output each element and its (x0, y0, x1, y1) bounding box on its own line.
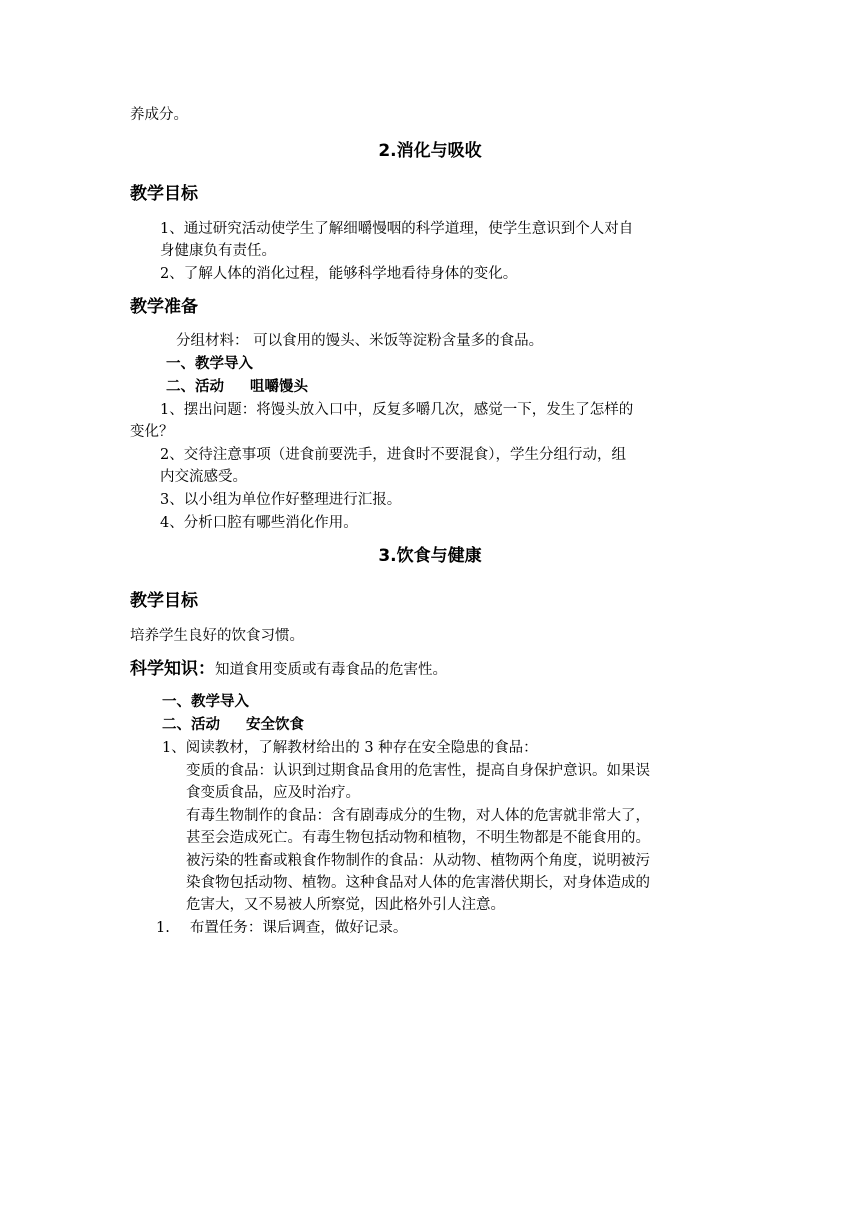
goal-item-1-cont: 身健康负有责任。 (160, 243, 276, 259)
prep-materials: 分组材料： 可以食用的馒头、米饭等淀粉含量多的食品。 (176, 333, 544, 349)
science-knowledge-label: 科学知识： (130, 659, 215, 679)
goal-text: 培养学生良好的饮食习惯。 (130, 628, 304, 644)
toxic-food-cont: 甚至会造成死亡。有毒生物包括动物和植物，不明生物都是不能食用的。 (186, 830, 650, 846)
science-knowledge-text: 知道食用变质或有毒食品的危害性。 (215, 662, 447, 678)
spoiled-food-cont: 食变质食品，应及时治疗。 (186, 785, 360, 801)
reading-item-1: 1、阅读教材，了解教材给出的 3 种存在安全隐患的食品： (162, 740, 538, 756)
polluted-food: 被污染的牲畜或粮食作物制作的食品：从动物、植物两个角度，说明被污 (186, 853, 650, 869)
step-activity-2 (162, 714, 304, 736)
activity-item-1: 1、摆出问题：将馒头放入口中，反复多嚼几次，感觉一下，发生了怎样的 (160, 402, 634, 418)
activity-item-2: 2、交待注意事项（进食前要洗手，进食时不要混食），学生分组行动，组 (160, 447, 626, 463)
section-title-diet-health: 3.饮食与健康 (378, 546, 482, 566)
toxic-food: 有毒生物制作的食品：含有剧毒成分的生物，对人体的危害就非常大了， (186, 808, 650, 824)
step-intro: 一、教学导入 (166, 356, 253, 372)
science-knowledge (130, 658, 447, 681)
heading-teaching-goals: 教学目标 (130, 184, 198, 204)
task-number: 1. (156, 920, 170, 936)
goal-item-2: 2、了解人体的消化过程，能够科学地看待身体的变化。 (160, 266, 518, 282)
step-activity-label: 二、活动 (166, 379, 224, 395)
activity-item-2-cont: 内交流感受。 (160, 469, 247, 485)
task-item (156, 917, 407, 939)
heading-teaching-prep: 教学准备 (130, 297, 198, 317)
section-title-digestion: 2.消化与吸收 (378, 141, 482, 161)
heading-teaching-goals-2: 教学目标 (130, 591, 198, 611)
step-intro-2: 一、教学导入 (162, 694, 249, 710)
polluted-food-cont-1: 染食物包括动物、植物。这种食品对人体的危害潜伏期长，对身体造成的 (186, 875, 650, 891)
step-activity-2-name: 安全饮食 (246, 717, 304, 733)
step-activity-name: 咀嚼馒头 (250, 379, 308, 395)
step-activity-2-label: 二、活动 (162, 717, 220, 733)
activity-item-1-cont: 变化？ (130, 424, 174, 440)
step-activity (166, 376, 308, 398)
text-line: 养成分。 (130, 107, 188, 123)
activity-item-3: 3、以小组为单位作好整理进行汇报。 (160, 492, 402, 508)
polluted-food-cont-2: 危害大，又不易被人所察觉，因此格外引人注意。 (186, 897, 505, 913)
task-text: 布置任务：课后调查，做好记录。 (189, 920, 408, 936)
goal-item-1: 1、通过研究活动使学生了解细嚼慢咽的科学道理，使学生意识到个人对自 (160, 221, 634, 237)
activity-item-4: 4、分析口腔有哪些消化作用。 (160, 515, 358, 531)
spoiled-food: 变质的食品：认识到过期食品食用的危害性，提高自身保护意识。如果误 (186, 763, 650, 779)
